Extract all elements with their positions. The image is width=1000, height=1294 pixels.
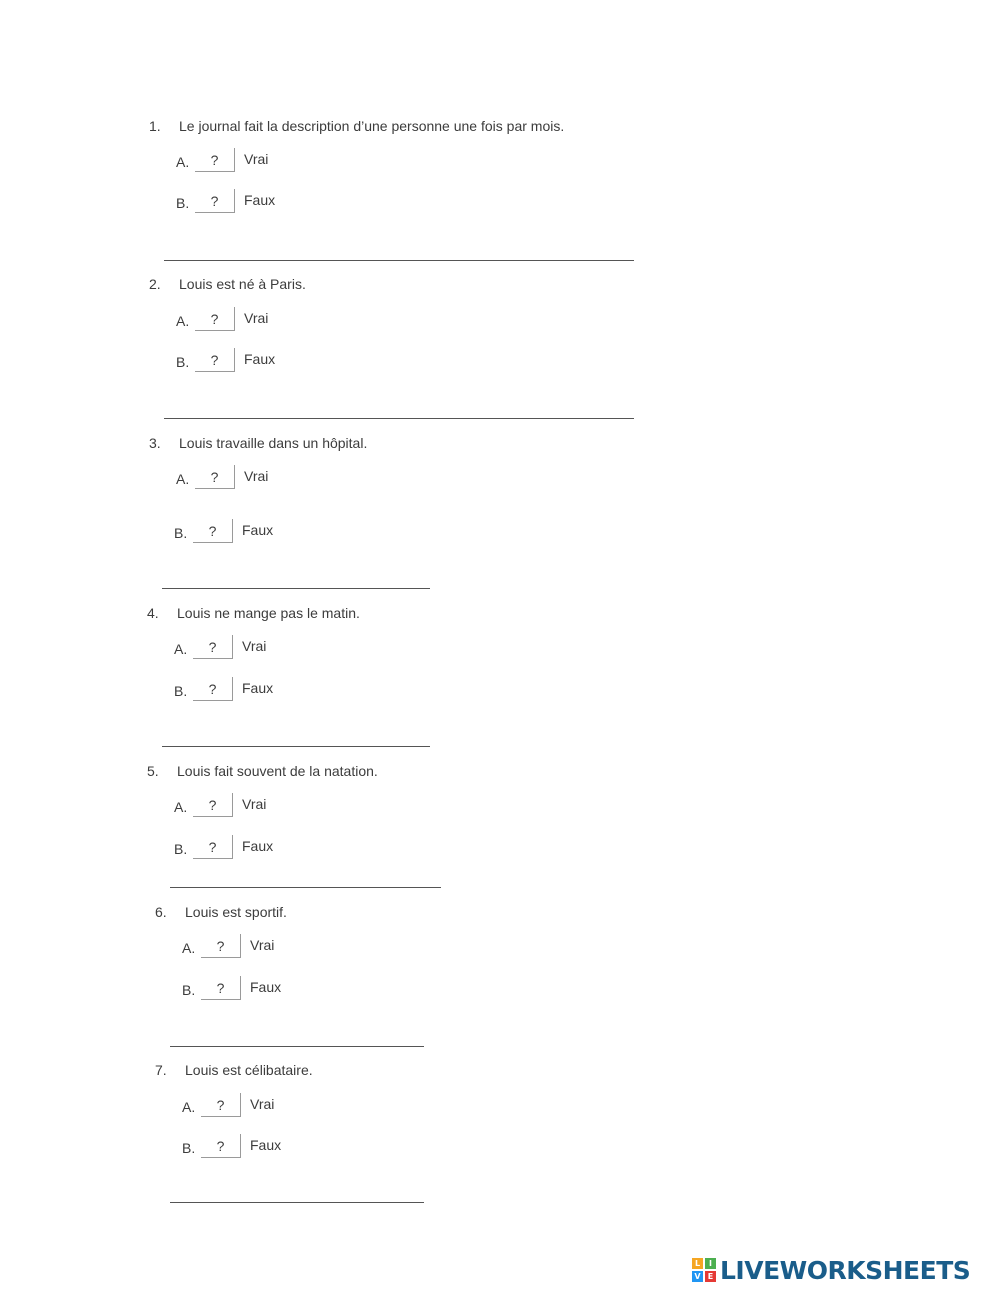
- option-letter: B.: [182, 982, 196, 998]
- question-text: Louis travaille dans un hôpital.: [179, 435, 368, 451]
- question-text: Louis fait souvent de la natation.: [177, 763, 378, 779]
- question-text: Louis est célibataire.: [185, 1062, 313, 1078]
- answer-box[interactable]: ?: [195, 307, 235, 331]
- option-label: Faux: [242, 522, 274, 538]
- option-label: Vrai: [244, 151, 269, 167]
- brand-name: LIVEWORKSHEETS: [720, 1255, 971, 1285]
- answer-box[interactable]: ?: [195, 189, 235, 213]
- option-label: Vrai: [242, 638, 267, 654]
- divider-line: [164, 418, 634, 419]
- question-text: Louis est né à Paris.: [179, 276, 306, 292]
- answer-box[interactable]: ?: [201, 934, 241, 958]
- answer-box[interactable]: ?: [193, 519, 233, 543]
- question-number: 6.: [155, 904, 167, 920]
- option-label: Faux: [244, 192, 276, 208]
- option-letter: A.: [176, 471, 190, 487]
- question-number: 1.: [149, 118, 161, 134]
- logo-cell: V: [692, 1271, 703, 1282]
- option-label: Faux: [242, 838, 274, 854]
- option-label: Faux: [250, 1137, 282, 1153]
- answer-box[interactable]: ?: [193, 793, 233, 817]
- divider-line: [170, 1202, 424, 1203]
- answer-box[interactable]: ?: [195, 148, 235, 172]
- option-label: Faux: [250, 979, 282, 995]
- option-letter: A.: [182, 940, 196, 956]
- option-letter: A.: [176, 313, 190, 329]
- option-letter: B.: [176, 195, 190, 211]
- question-text: Louis ne mange pas le matin.: [177, 605, 360, 621]
- divider-line: [164, 260, 634, 261]
- liveworksheets-logo: [692, 1255, 970, 1285]
- logo-grid-icon: [692, 1258, 716, 1282]
- option-letter: A.: [174, 799, 188, 815]
- divider-line: [170, 1046, 424, 1047]
- question-number: 3.: [149, 435, 161, 451]
- answer-box[interactable]: ?: [195, 465, 235, 489]
- question-number: 4.: [147, 605, 159, 621]
- question-text: Louis est sportif.: [185, 904, 287, 920]
- question-number: 7.: [155, 1062, 167, 1078]
- option-label: Vrai: [242, 796, 267, 812]
- question-number: 2.: [149, 276, 161, 292]
- option-letter: B.: [174, 841, 188, 857]
- logo-cell: I: [705, 1258, 716, 1269]
- option-letter: B.: [174, 683, 188, 699]
- option-letter: A.: [174, 641, 188, 657]
- answer-box[interactable]: ?: [193, 835, 233, 859]
- divider-line: [170, 887, 441, 888]
- option-label: Vrai: [244, 310, 269, 326]
- option-letter: B.: [176, 354, 190, 370]
- logo-cell: E: [705, 1271, 716, 1282]
- answer-box[interactable]: ?: [193, 677, 233, 701]
- option-label: Faux: [244, 351, 276, 367]
- option-label: Vrai: [250, 937, 275, 953]
- logo-cell: L: [692, 1258, 703, 1269]
- option-letter: A.: [176, 154, 190, 170]
- answer-box[interactable]: ?: [193, 635, 233, 659]
- option-label: Vrai: [244, 468, 269, 484]
- option-letter: A.: [182, 1099, 196, 1115]
- answer-box[interactable]: ?: [195, 348, 235, 372]
- question-number: 5.: [147, 763, 159, 779]
- option-label: Faux: [242, 680, 274, 696]
- divider-line: [162, 588, 430, 589]
- answer-box[interactable]: ?: [201, 1093, 241, 1117]
- option-label: Vrai: [250, 1096, 275, 1112]
- option-letter: B.: [182, 1140, 196, 1156]
- option-letter: B.: [174, 525, 188, 541]
- divider-line: [162, 746, 430, 747]
- answer-box[interactable]: ?: [201, 976, 241, 1000]
- answer-box[interactable]: ?: [201, 1134, 241, 1158]
- question-text: Le journal fait la description d’une personne une fois par mois.: [179, 118, 565, 134]
